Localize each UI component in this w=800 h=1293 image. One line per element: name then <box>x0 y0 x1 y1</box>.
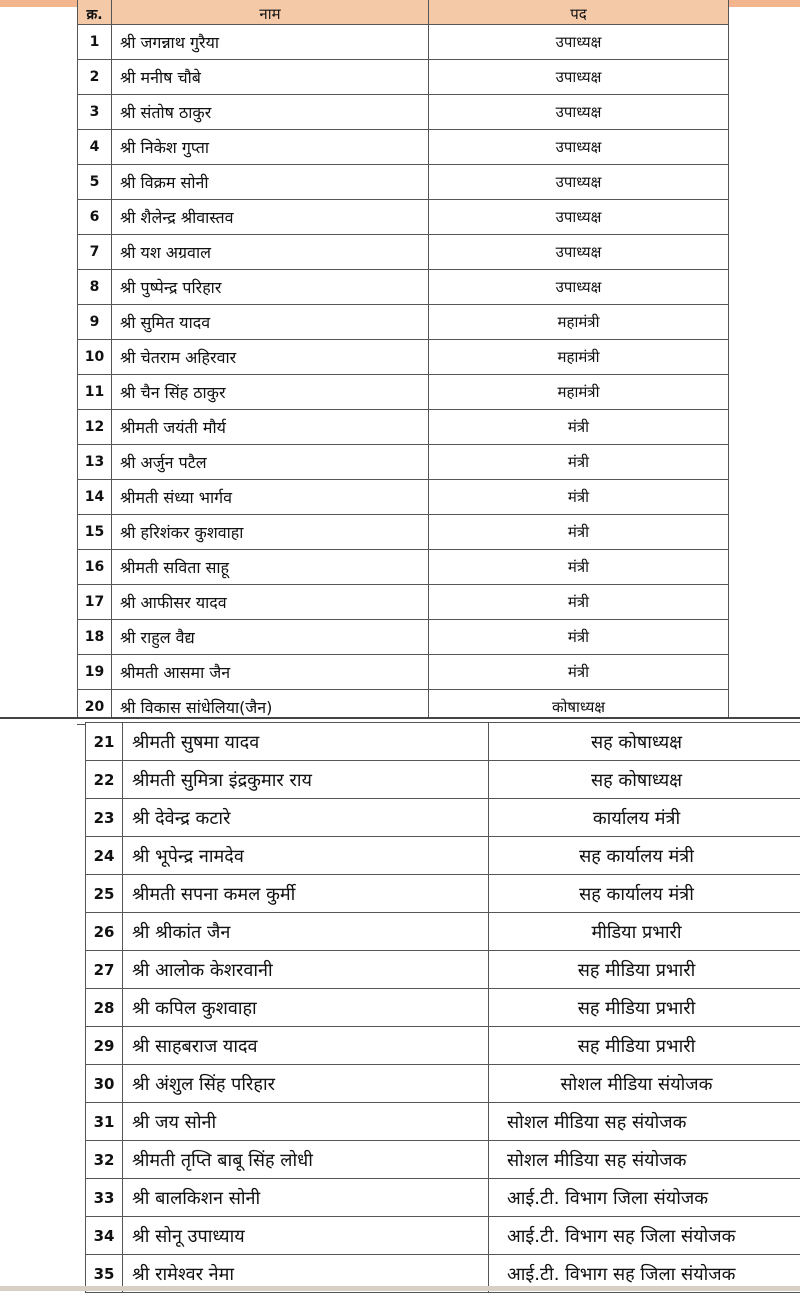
table-row <box>78 340 729 375</box>
table-row <box>78 270 729 305</box>
serial-cell: 22 <box>86 761 123 799</box>
table-row <box>78 165 729 200</box>
name-cell: श्री आफीसर यादव <box>112 585 429 620</box>
name-cell: श्रीमती संध्या भार्गव <box>112 480 429 515</box>
name-cell: श्रीमती सपना कमल कुर्मी <box>123 875 489 913</box>
name-cell: श्री पुष्पेन्द्र परिहार <box>112 270 429 305</box>
table-row <box>86 1179 800 1217</box>
post-cell: महामंत्री <box>429 305 729 340</box>
table-row <box>78 130 729 165</box>
post-cell: आई.टी. विभाग जिला संयोजक <box>489 1179 800 1217</box>
office-bearers-table-part-2 <box>85 722 800 1293</box>
serial-cell: 35 <box>86 1255 123 1293</box>
header-serial: क्र. <box>78 0 112 25</box>
name-cell: श्री जगन्नाथ गुरैया <box>112 25 429 60</box>
name-cell: श्री श्रीकांत जैन <box>123 913 489 951</box>
name-cell: श्रीमती आसमा जैन <box>112 655 429 690</box>
serial-cell: 1 <box>78 25 112 60</box>
table-row <box>78 550 729 585</box>
post-cell: सोशल मीडिया संयोजक <box>489 1065 800 1103</box>
table-row <box>78 585 729 620</box>
post-cell: मंत्री <box>429 515 729 550</box>
name-cell: श्री चेतराम अहिरवार <box>112 340 429 375</box>
post-cell: कार्यालय मंत्री <box>489 799 800 837</box>
name-cell: श्री जय सोनी <box>123 1103 489 1141</box>
header-post: पद <box>429 0 729 25</box>
serial-cell: 16 <box>78 550 112 585</box>
table-row <box>78 410 729 445</box>
serial-cell: 34 <box>86 1217 123 1255</box>
name-cell: श्री यश अग्रवाल <box>112 235 429 270</box>
serial-cell: 21 <box>86 723 123 761</box>
table-row <box>78 480 729 515</box>
name-cell: श्री रामेश्वर नेमा <box>123 1255 489 1293</box>
post-cell: सह कार्यालय मंत्री <box>489 837 800 875</box>
name-cell: श्री विक्रम सोनी <box>112 165 429 200</box>
name-cell: श्रीमती सुमित्रा इंद्रकुमार राय <box>123 761 489 799</box>
name-cell: श्रीमती सुषमा यादव <box>123 723 489 761</box>
post-cell: उपाध्यक्ष <box>429 235 729 270</box>
name-cell: श्री राहुल वैद्य <box>112 620 429 655</box>
name-cell: श्रीमती सविता साहू <box>112 550 429 585</box>
table-row <box>86 1103 800 1141</box>
serial-cell: 13 <box>78 445 112 480</box>
post-cell: मीडिया प्रभारी <box>489 913 800 951</box>
serial-cell: 25 <box>86 875 123 913</box>
serial-cell: 8 <box>78 270 112 305</box>
table-row <box>86 1217 800 1255</box>
serial-cell: 4 <box>78 130 112 165</box>
name-cell: श्री बालकिशन सोनी <box>123 1179 489 1217</box>
name-cell: श्री सुमित यादव <box>112 305 429 340</box>
serial-cell: 2 <box>78 60 112 95</box>
table-row <box>78 375 729 410</box>
post-cell: उपाध्यक्ष <box>429 95 729 130</box>
table-row <box>86 913 800 951</box>
serial-cell: 17 <box>78 585 112 620</box>
serial-cell: 32 <box>86 1141 123 1179</box>
serial-cell: 24 <box>86 837 123 875</box>
table-header-row <box>78 0 729 25</box>
table-row <box>78 235 729 270</box>
serial-cell: 3 <box>78 95 112 130</box>
name-cell: श्री मनीष चौबे <box>112 60 429 95</box>
post-cell: महामंत्री <box>429 340 729 375</box>
post-cell: उपाध्यक्ष <box>429 165 729 200</box>
name-cell: श्री विकास सांधेलिया(जैन) <box>112 690 429 725</box>
post-cell: सह कोषाध्यक्ष <box>489 761 800 799</box>
table-row <box>86 761 800 799</box>
post-cell: उपाध्यक्ष <box>429 25 729 60</box>
post-cell: आई.टी. विभाग सह जिला संयोजक <box>489 1255 800 1293</box>
serial-cell: 15 <box>78 515 112 550</box>
name-cell: श्री निकेश गुप्ता <box>112 130 429 165</box>
serial-cell: 26 <box>86 913 123 951</box>
table-row <box>86 837 800 875</box>
post-cell: उपाध्यक्ष <box>429 60 729 95</box>
post-cell: सोशल मीडिया सह संयोजक <box>489 1141 800 1179</box>
name-cell: श्री अंशुल सिंह परिहार <box>123 1065 489 1103</box>
post-cell: उपाध्यक्ष <box>429 270 729 305</box>
table-row <box>86 875 800 913</box>
header-name: नाम <box>112 0 429 25</box>
post-cell: आई.टी. विभाग सह जिला संयोजक <box>489 1217 800 1255</box>
table-row <box>78 95 729 130</box>
post-cell: मंत्री <box>429 620 729 655</box>
serial-cell: 19 <box>78 655 112 690</box>
serial-cell: 30 <box>86 1065 123 1103</box>
serial-cell: 27 <box>86 951 123 989</box>
serial-cell: 9 <box>78 305 112 340</box>
table-row <box>78 25 729 60</box>
name-cell: श्री हरिशंकर कुशवाहा <box>112 515 429 550</box>
name-cell: श्री देवेन्द्र कटारे <box>123 799 489 837</box>
name-cell: श्री कपिल कुशवाहा <box>123 989 489 1027</box>
serial-cell: 11 <box>78 375 112 410</box>
table-row <box>86 1027 800 1065</box>
serial-cell: 5 <box>78 165 112 200</box>
name-cell: श्री चैन सिंह ठाकुर <box>112 375 429 410</box>
name-cell: श्री शैलेन्द्र श्रीवास्तव <box>112 200 429 235</box>
serial-cell: 23 <box>86 799 123 837</box>
serial-cell: 33 <box>86 1179 123 1217</box>
name-cell: श्री साहबराज यादव <box>123 1027 489 1065</box>
post-cell: मंत्री <box>429 585 729 620</box>
post-cell: सह मीडिया प्रभारी <box>489 1027 800 1065</box>
table-row <box>78 200 729 235</box>
table-row <box>78 305 729 340</box>
post-cell: मंत्री <box>429 410 729 445</box>
table-row <box>78 620 729 655</box>
post-cell: मंत्री <box>429 550 729 585</box>
serial-cell: 28 <box>86 989 123 1027</box>
bottom-border-strip <box>0 1286 800 1291</box>
table-row <box>86 1065 800 1103</box>
serial-cell: 12 <box>78 410 112 445</box>
post-cell: मंत्री <box>429 445 729 480</box>
post-cell: कोषाध्यक्ष <box>429 690 729 725</box>
post-cell: सह कोषाध्यक्ष <box>489 723 800 761</box>
serial-cell: 18 <box>78 620 112 655</box>
table-row <box>86 799 800 837</box>
table-row <box>86 1141 800 1179</box>
table-row <box>78 515 729 550</box>
name-cell: श्रीमती जयंती मौर्य <box>112 410 429 445</box>
table-row <box>78 445 729 480</box>
table-row <box>86 951 800 989</box>
table-row <box>86 989 800 1027</box>
name-cell: श्री भूपेन्द्र नामदेव <box>123 837 489 875</box>
serial-cell: 7 <box>78 235 112 270</box>
serial-cell: 14 <box>78 480 112 515</box>
post-cell: उपाध्यक्ष <box>429 200 729 235</box>
post-cell: उपाध्यक्ष <box>429 130 729 165</box>
name-cell: श्री सोनू उपाध्याय <box>123 1217 489 1255</box>
post-cell: सोशल मीडिया सह संयोजक <box>489 1103 800 1141</box>
name-cell: श्री आलोक केशरवानी <box>123 951 489 989</box>
serial-cell: 10 <box>78 340 112 375</box>
table-row <box>78 60 729 95</box>
serial-cell: 6 <box>78 200 112 235</box>
office-bearers-table-part-1 <box>77 0 729 725</box>
post-cell: मंत्री <box>429 480 729 515</box>
serial-cell: 29 <box>86 1027 123 1065</box>
post-cell: सह मीडिया प्रभारी <box>489 951 800 989</box>
post-cell: सह मीडिया प्रभारी <box>489 989 800 1027</box>
name-cell: श्री संतोष ठाकुर <box>112 95 429 130</box>
post-cell: महामंत्री <box>429 375 729 410</box>
name-cell: श्रीमती तृप्ति बाबू सिंह लोधी <box>123 1141 489 1179</box>
table-row <box>86 723 800 761</box>
serial-cell: 31 <box>86 1103 123 1141</box>
post-cell: सह कार्यालय मंत्री <box>489 875 800 913</box>
table-row <box>78 655 729 690</box>
serial-cell: 20 <box>78 690 112 725</box>
name-cell: श्री अर्जुन पटैल <box>112 445 429 480</box>
post-cell: मंत्री <box>429 655 729 690</box>
